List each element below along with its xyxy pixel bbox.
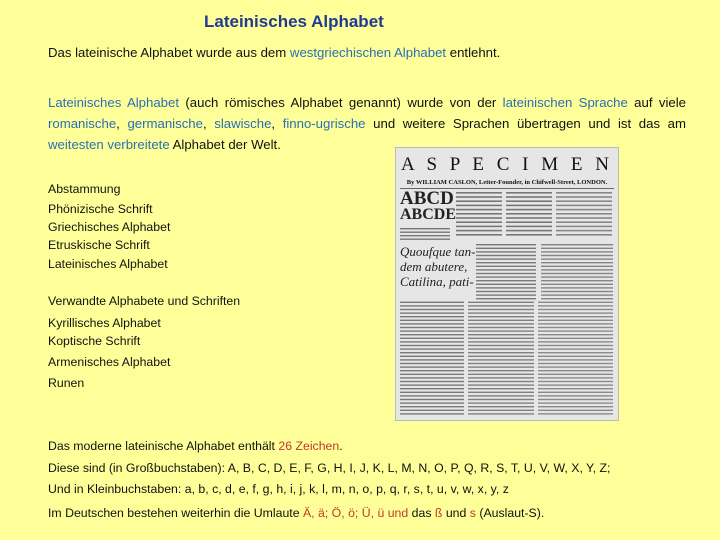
lowercase-line: Und in Kleinbuchstaben: a, b, c, d, e, f, g, h, i, j, k, l, m, n, o, p, q, r, s, t, u, v, w, x, y, z	[48, 482, 509, 496]
verwandte-item-armenisch[interactable]: Armenisches Alphabet	[48, 355, 171, 369]
para-text: ,	[271, 116, 283, 131]
description-paragraph	[48, 92, 686, 155]
eszett: ß	[434, 506, 443, 520]
text: und	[442, 506, 470, 520]
specimen-italic-3: Catilina, pati-	[400, 274, 474, 289]
para-text: und weitere Sprachen übertragen und ist das am	[365, 116, 686, 131]
specimen-text-texture	[396, 148, 618, 420]
romanische-link[interactable]: romanische	[48, 116, 117, 131]
para-text: auf viele	[627, 95, 686, 110]
lateinische-sprache-link[interactable]: lateinischen Sprache	[502, 95, 628, 110]
zeichen-count-line	[48, 437, 343, 455]
uppercase-line: Diese sind (in Großbuchstaben): A, B, C, D, E, F, G, H, I, J, K, L, M, N, O, P, Q, R, S, T, U, V, W, X, Y, Z;	[48, 461, 611, 475]
specimen-subtitle: By WILLIAM CASLON, Letter-Founder, in Chifwell-Street, LONDON.	[406, 179, 608, 186]
auslaut-s: s	[469, 506, 476, 520]
text: (Auslaut-S).	[475, 506, 545, 520]
specimen-big-1: ABCD	[400, 188, 454, 209]
intro-paragraph	[48, 42, 500, 63]
umlauts: Ä, ä; Ö, ö; Ü, ü und	[302, 506, 409, 520]
finno-ugrische-link[interactable]: finno-ugrische	[282, 116, 366, 131]
abstammung-item-etruskisch[interactable]: Etruskische Schrift	[48, 238, 150, 252]
westgriechisch-link[interactable]: westgriechischen Alphabet	[289, 45, 447, 60]
specimen-big-2: ABCDE	[400, 206, 457, 223]
umlaut-line	[48, 504, 544, 522]
specimen-italic-2: dem abutere,	[400, 259, 468, 274]
lateinisches-alphabet-link[interactable]: Lateinisches Alphabet	[48, 95, 180, 110]
verwandte-item-runen[interactable]: Runen	[48, 376, 85, 390]
para-text: (auch römisches Alphabet genannt) wurde von der	[179, 95, 503, 110]
slawische-link[interactable]: slawische	[214, 116, 272, 131]
abstammung-item-lateinisch[interactable]: Lateinisches Alphabet	[48, 257, 168, 271]
zeichen-count: 26 Zeichen	[278, 439, 340, 453]
specimen-title: A S P E C I M E N	[401, 154, 613, 175]
text: Das moderne lateinische Alphabet enthält	[48, 439, 279, 453]
specimen-italic-1: Quoufque tan-	[400, 244, 476, 259]
page-title: Lateinisches Alphabet	[204, 12, 384, 31]
abstammung-item-griechisch[interactable]: Griechisches Alphabet	[48, 220, 171, 234]
para-text: ,	[116, 116, 128, 131]
caslon-specimen-image	[395, 147, 619, 421]
intro-text-after: entlehnt.	[446, 45, 501, 60]
text: .	[339, 439, 343, 453]
germanische-link[interactable]: germanische	[127, 116, 203, 131]
para-text: Alphabet der Welt.	[169, 137, 281, 152]
verwandte-item-koptisch[interactable]: Koptische Schrift	[48, 334, 141, 348]
weitesten-verbreitete-link[interactable]: weitesten verbreitete	[48, 137, 170, 152]
verwandte-item-kyrillisch[interactable]: Kyrillisches Alphabet	[48, 316, 161, 330]
abstammung-item-phoenizisch[interactable]: Phönizische Schrift	[48, 202, 153, 216]
abstammung-heading: Abstammung	[48, 182, 121, 196]
verwandte-heading: Verwandte Alphabete und Schriften	[48, 294, 241, 308]
para-text: ,	[202, 116, 215, 131]
text: das	[408, 506, 435, 520]
intro-text-before: Das lateinische Alphabet wurde aus dem	[48, 45, 290, 60]
text: Im Deutschen bestehen weiterhin die Umlaute	[48, 506, 303, 520]
